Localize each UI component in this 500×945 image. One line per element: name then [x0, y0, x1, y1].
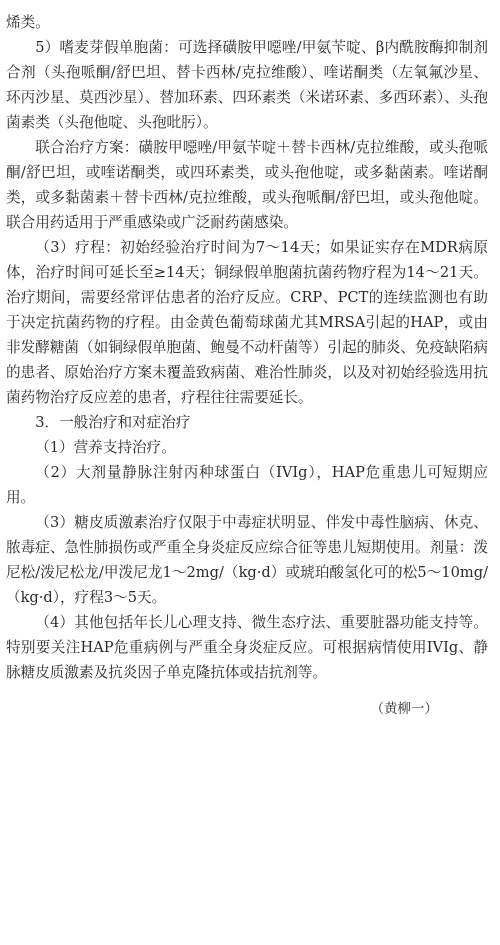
paragraph-nutrition-support: （1）营养支持治疗。: [35, 439, 176, 456]
paragraph-combination-therapy: 联合治疗方案：磺胺甲噁唑/甲氨苄啶＋替卡西林/克拉维酸，或头孢哌酮/舒巴坦，或喹诺酮类，或四环素类，或头孢他啶，或多黏菌素。喹诺酮类，或多黏菌素＋替卡西林/克拉维酸，或头孢哌酮/舒巴坦，或头孢他啶。联合用药适用于严重感染或广泛耐药菌感染。: [6, 139, 488, 231]
paragraph-ivig: （2）大剂量静脉注射丙种球蛋白（IVIg），HAP危重患儿可短期应用。: [6, 464, 488, 506]
author-signature: （黄柳一）: [370, 701, 438, 717]
paragraph-stenotrophomonas: 5）嗜麦芽假单胞菌：可选择磺胺甲噁唑/甲氨苄啶、β内酰胺酶抑制剂合剂（头孢哌酮/舒巴坦、替卡西林/克拉维酸）、喹诺酮类（左氧氟沙星、环丙沙星、莫西沙星）、替加环素、四环素类（米诺环素、多西环素）、头孢菌素类（头孢他啶、头孢吡肟）。: [6, 39, 488, 131]
paragraph-continuation: 烯类。: [6, 14, 50, 31]
paragraph-course-of-treatment: （3）疗程：初始经验治疗时间为7～14天；如果证实存在MDR病原体，治疗时间可延长至≥14天；铜绿假单胞菌抗菌药物疗程为14～21天。治疗期间，需要经常评估患者的治疗反应。CRP、PCT的连续监测也有助于决定抗菌药物的疗程。由金黄色葡萄球菌尤其MRSA引起的HAP，或由非发酵糖菌（如铜绿假单胞菌、鲍曼不动杆菌等）引起的肺炎、免疫缺陷病的患者、原始治疗方案未覆盖致病菌、难治性肺炎，以及对初始经验选用抗菌药物治疗反应差的患者，疗程往往需要延长。: [6, 239, 488, 406]
paragraph-glucocorticoid: （3）糖皮质激素治疗仅限于中毒症状明显、伴发中毒性脑病、休克、脓毒症、急性肺损伤或严重全身炎症反应综合征等患儿短期使用。剂量：泼尼松/泼尼松龙/甲泼尼龙1～2mg/（kg·d）或琥珀酸氢化可的松5～10mg/（kg·d），疗程3～5天。: [6, 514, 488, 606]
paragraph-other-support: （4）其他包括年长儿心理支持、微生态疗法、重要脏器功能支持等。特别要关注HAP危重病例与严重全身炎症反应。可根据病情使用IVIg、静脉糖皮质激素及抗炎因子单克隆抗体或拮抗剂等。: [6, 614, 488, 681]
document-page: [6, 10, 488, 722]
section-heading-general-treatment: 3．一般治疗和对症治疗: [35, 414, 191, 431]
